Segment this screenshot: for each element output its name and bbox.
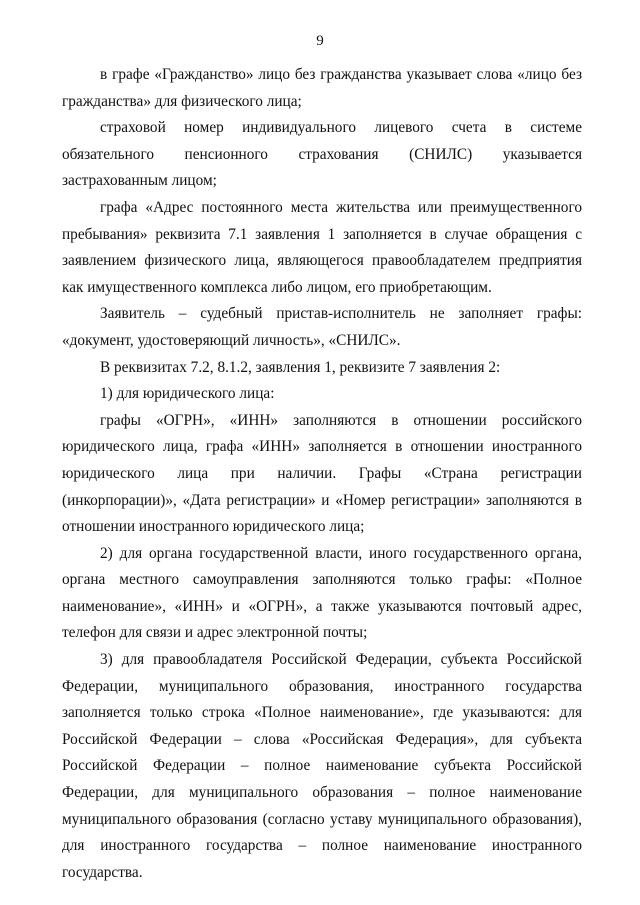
paragraph-citizenship: в графе «Гражданство» лицо без гражданства указывает слова «лицо без гражданства» для физического лица; xyxy=(62,66,582,110)
paragraph-bailiff: Заявитель – судебный пристав-исполнитель не заполняет графы: «документ, удостоверяющий личность», «СНИЛС». xyxy=(62,305,582,349)
paragraph-snils: страховой номер индивидуального лицевого счета в системе обязательного пенсионного страхования (СНИЛС) указывается застрахованным лицом; xyxy=(62,119,582,190)
paragraph-legal-entity: графы «ОГРН», «ИНН» заполняются в отношении российского юридического лица, графа «ИНН» заполняется в отношении иностранного юридического лица при наличии. Графы «Страна регистрации (инкорпорации)», «Дата регистрации» и «Номер регистрации» заполняются в отношении иностранного юридического лица; xyxy=(62,411,582,536)
paragraph-address: графа «Адрес постоянного места жительства или преимущественного пребывания» реквизита 7.1 заявления 1 заполняется в случае обращения с заявлением физического лица, являющегося правообладателем предприятия как имущественного комплекса либо лицом, его приобретающим. xyxy=(62,198,582,296)
paragraph-state-body: 2) для органа государственной власти, иного государственного органа, органа местного самоуправления заполняются только графы: «Полное наименование», «ИНН» и «ОГРН», а также указываются почтовый адрес, телефон для связи и адрес электронной почты; xyxy=(62,544,582,642)
paragraph-right-holder: 3) для правообладателя Российской Федерации, субъекта Российской Федерации, муниципального образования, иностранного государства заполняется только строка «Полное наименование», где указываются: для Российской Федерации – слова «Российская Федерация», для субъекта Российской Федерации – полное наименование субъекта Российской Федерации, для муниципального образования – полное наименование муниципального образования (согласно уставу муниципального образования), для иностранного государства – полное наименование иностранного государства. xyxy=(62,651,582,881)
document-body xyxy=(62,62,582,886)
page-number: 9 xyxy=(316,33,324,49)
paragraph-legal-entity-heading: 1) для юридического лица: xyxy=(100,385,275,403)
paragraph-requisites: В реквизитах 7.2, 8.1.2, заявления 1, реквизите 7 заявления 2: xyxy=(100,358,501,376)
